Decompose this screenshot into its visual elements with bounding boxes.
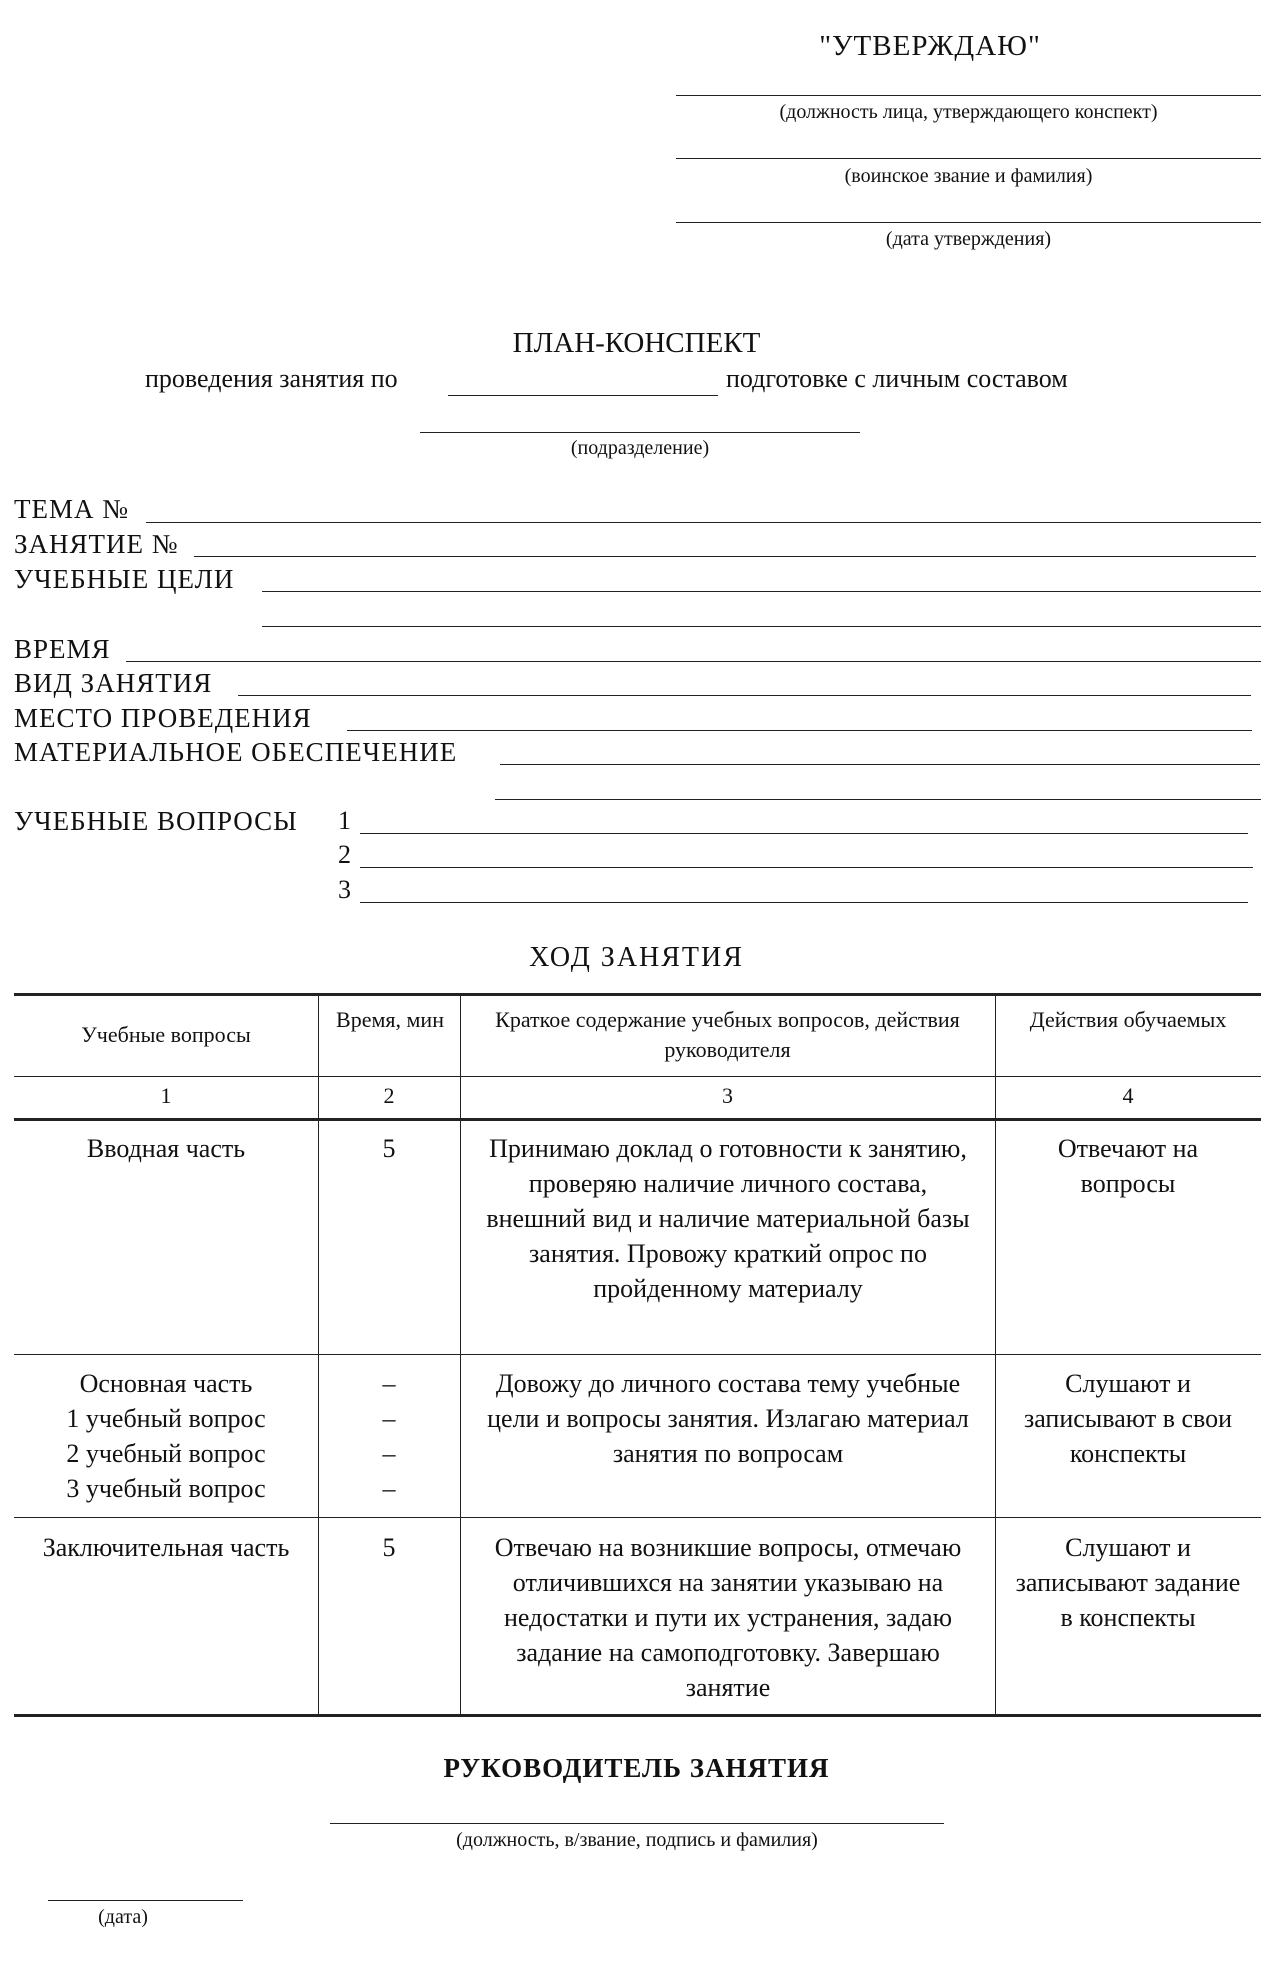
- column-header-actions: Действия обучаемых: [1029, 1007, 1227, 1032]
- row-main-question-3: 3 учебный вопрос: [66, 1474, 266, 1503]
- column-header-questions: Учебные вопросы: [81, 1022, 251, 1047]
- date-caption: (дата): [98, 1906, 148, 1928]
- question-line-1: [360, 833, 1248, 834]
- row-intro-actions: Отвечают на вопросы: [1057, 1134, 1199, 1198]
- row-main-actions: Слушают и записывают в свои конспекты: [1023, 1369, 1233, 1468]
- time-line: [126, 661, 1261, 662]
- course-title: ХОД ЗАНЯТИЯ: [529, 942, 744, 973]
- leader-title: РУКОВОДИТЕЛЬ ЗАНЯТИЯ: [443, 1753, 830, 1783]
- row-main-part-line: Основная часть: [79, 1369, 253, 1398]
- row-final-part: Заключительная часть: [42, 1533, 290, 1562]
- column-header-time: Время, мин: [336, 1007, 444, 1032]
- leader-signature-line: [330, 1823, 944, 1824]
- document-title: ПЛАН-КОНСПЕКТ: [512, 327, 761, 359]
- column-number-1: 1: [160, 1083, 172, 1108]
- row-main-time: [318, 1366, 460, 1506]
- table-numbers-border: [14, 1118, 1261, 1121]
- materials-label: МАТЕРИАЛЬНОЕ ОБЕСПЕЧЕНИЕ: [14, 737, 458, 767]
- row-main-time-3: –: [382, 1439, 396, 1468]
- question-number-2: 2: [338, 840, 351, 869]
- row-final-time: 5: [382, 1533, 396, 1562]
- row-intro-part: Вводная часть: [86, 1134, 246, 1163]
- column-header-content: Краткое содержание учебных вопросов, действия руководителя: [495, 1007, 960, 1062]
- question-number-3: 3: [338, 875, 351, 904]
- questions-label: УЧЕБНЫЕ ВОПРОСЫ: [14, 806, 298, 836]
- column-number-4: 4: [1122, 1083, 1134, 1108]
- subtitle-blank-line: [448, 395, 718, 396]
- row-main-time-1: –: [382, 1369, 396, 1398]
- unit-line: [420, 432, 860, 433]
- leader-caption: (должность, в/звание, подпись и фамилия): [456, 1829, 818, 1851]
- row-intro-content: Принимаю доклад о готовности к занятию, проверяю наличие личного состава, внешний вид и наличие материальной базы занятия. Провожу краткий опрос по пройденному материалу: [486, 1134, 970, 1303]
- subtitle-prefix: проведения занятия по: [145, 364, 398, 393]
- time-label: ВРЕМЯ: [14, 634, 111, 664]
- topic-label: ТЕМА №: [14, 494, 130, 524]
- approval-position-caption: (должность лица, утверждающего конспект): [779, 101, 1158, 123]
- column-number-2: 2: [383, 1083, 395, 1108]
- subtitle-suffix: подготовке с личным составом: [726, 364, 1068, 393]
- lesson-type-line: [238, 695, 1251, 696]
- date-line: [48, 1900, 243, 1901]
- row-intro-time: 5: [382, 1134, 396, 1163]
- row-final-actions: Слушают и записывают задание в конспекты: [1015, 1533, 1241, 1632]
- unit-caption: (подразделение): [570, 437, 710, 459]
- lesson-label: ЗАНЯТИЕ №: [14, 529, 179, 559]
- table-bottom-border: [14, 1714, 1261, 1717]
- row-main-question-1: 1 учебный вопрос: [66, 1404, 266, 1433]
- venue-line: [347, 730, 1252, 731]
- question-line-3: [360, 902, 1248, 903]
- column-number-3: 3: [722, 1083, 733, 1108]
- row-main-time-4: –: [382, 1474, 396, 1503]
- lesson-type-label: ВИД ЗАНЯТИЯ: [14, 668, 213, 698]
- row-final-content: Отвечаю на возникшие вопросы, отмечаю отличившихся на занятии указываю на недостатки и пути их устранения, задаю задание на самоподготовку. Завершаю занятие: [494, 1533, 962, 1702]
- topic-line: [146, 522, 1261, 523]
- materials-line-2: [495, 799, 1261, 800]
- approval-position-line: [676, 95, 1261, 96]
- row-main-question-2: 2 учебный вопрос: [66, 1439, 266, 1468]
- goals-line-1: [262, 591, 1261, 592]
- table-header-border: [14, 1076, 1261, 1077]
- row-main-content: Довожу до личного состава тему учебные цели и вопросы занятия. Излагаю материал занятия по вопросам: [487, 1369, 969, 1468]
- question-number-1: 1: [338, 806, 351, 835]
- approval-date-caption: (дата утверждения): [885, 228, 1052, 250]
- approval-rank-caption: (воинское звание и фамилия): [844, 165, 1093, 187]
- table-row-border-2: [14, 1517, 1261, 1518]
- goals-line-2: [262, 626, 1261, 627]
- venue-label: МЕСТО ПРОВЕДЕНИЯ: [14, 703, 312, 733]
- lesson-line: [194, 556, 1256, 557]
- goals-label: УЧЕБНЫЕ ЦЕЛИ: [14, 564, 235, 594]
- table-top-border: [14, 993, 1261, 996]
- question-line-2: [360, 867, 1253, 868]
- approval-title: "УТВЕРЖДАЮ": [819, 30, 1041, 62]
- row-main-time-2: –: [382, 1404, 396, 1433]
- row-main-part: [14, 1366, 318, 1506]
- approval-rank-line: [676, 158, 1261, 159]
- approval-date-line: [676, 222, 1261, 223]
- table-row-border-1: [14, 1354, 1261, 1355]
- materials-line-1: [500, 764, 1260, 765]
